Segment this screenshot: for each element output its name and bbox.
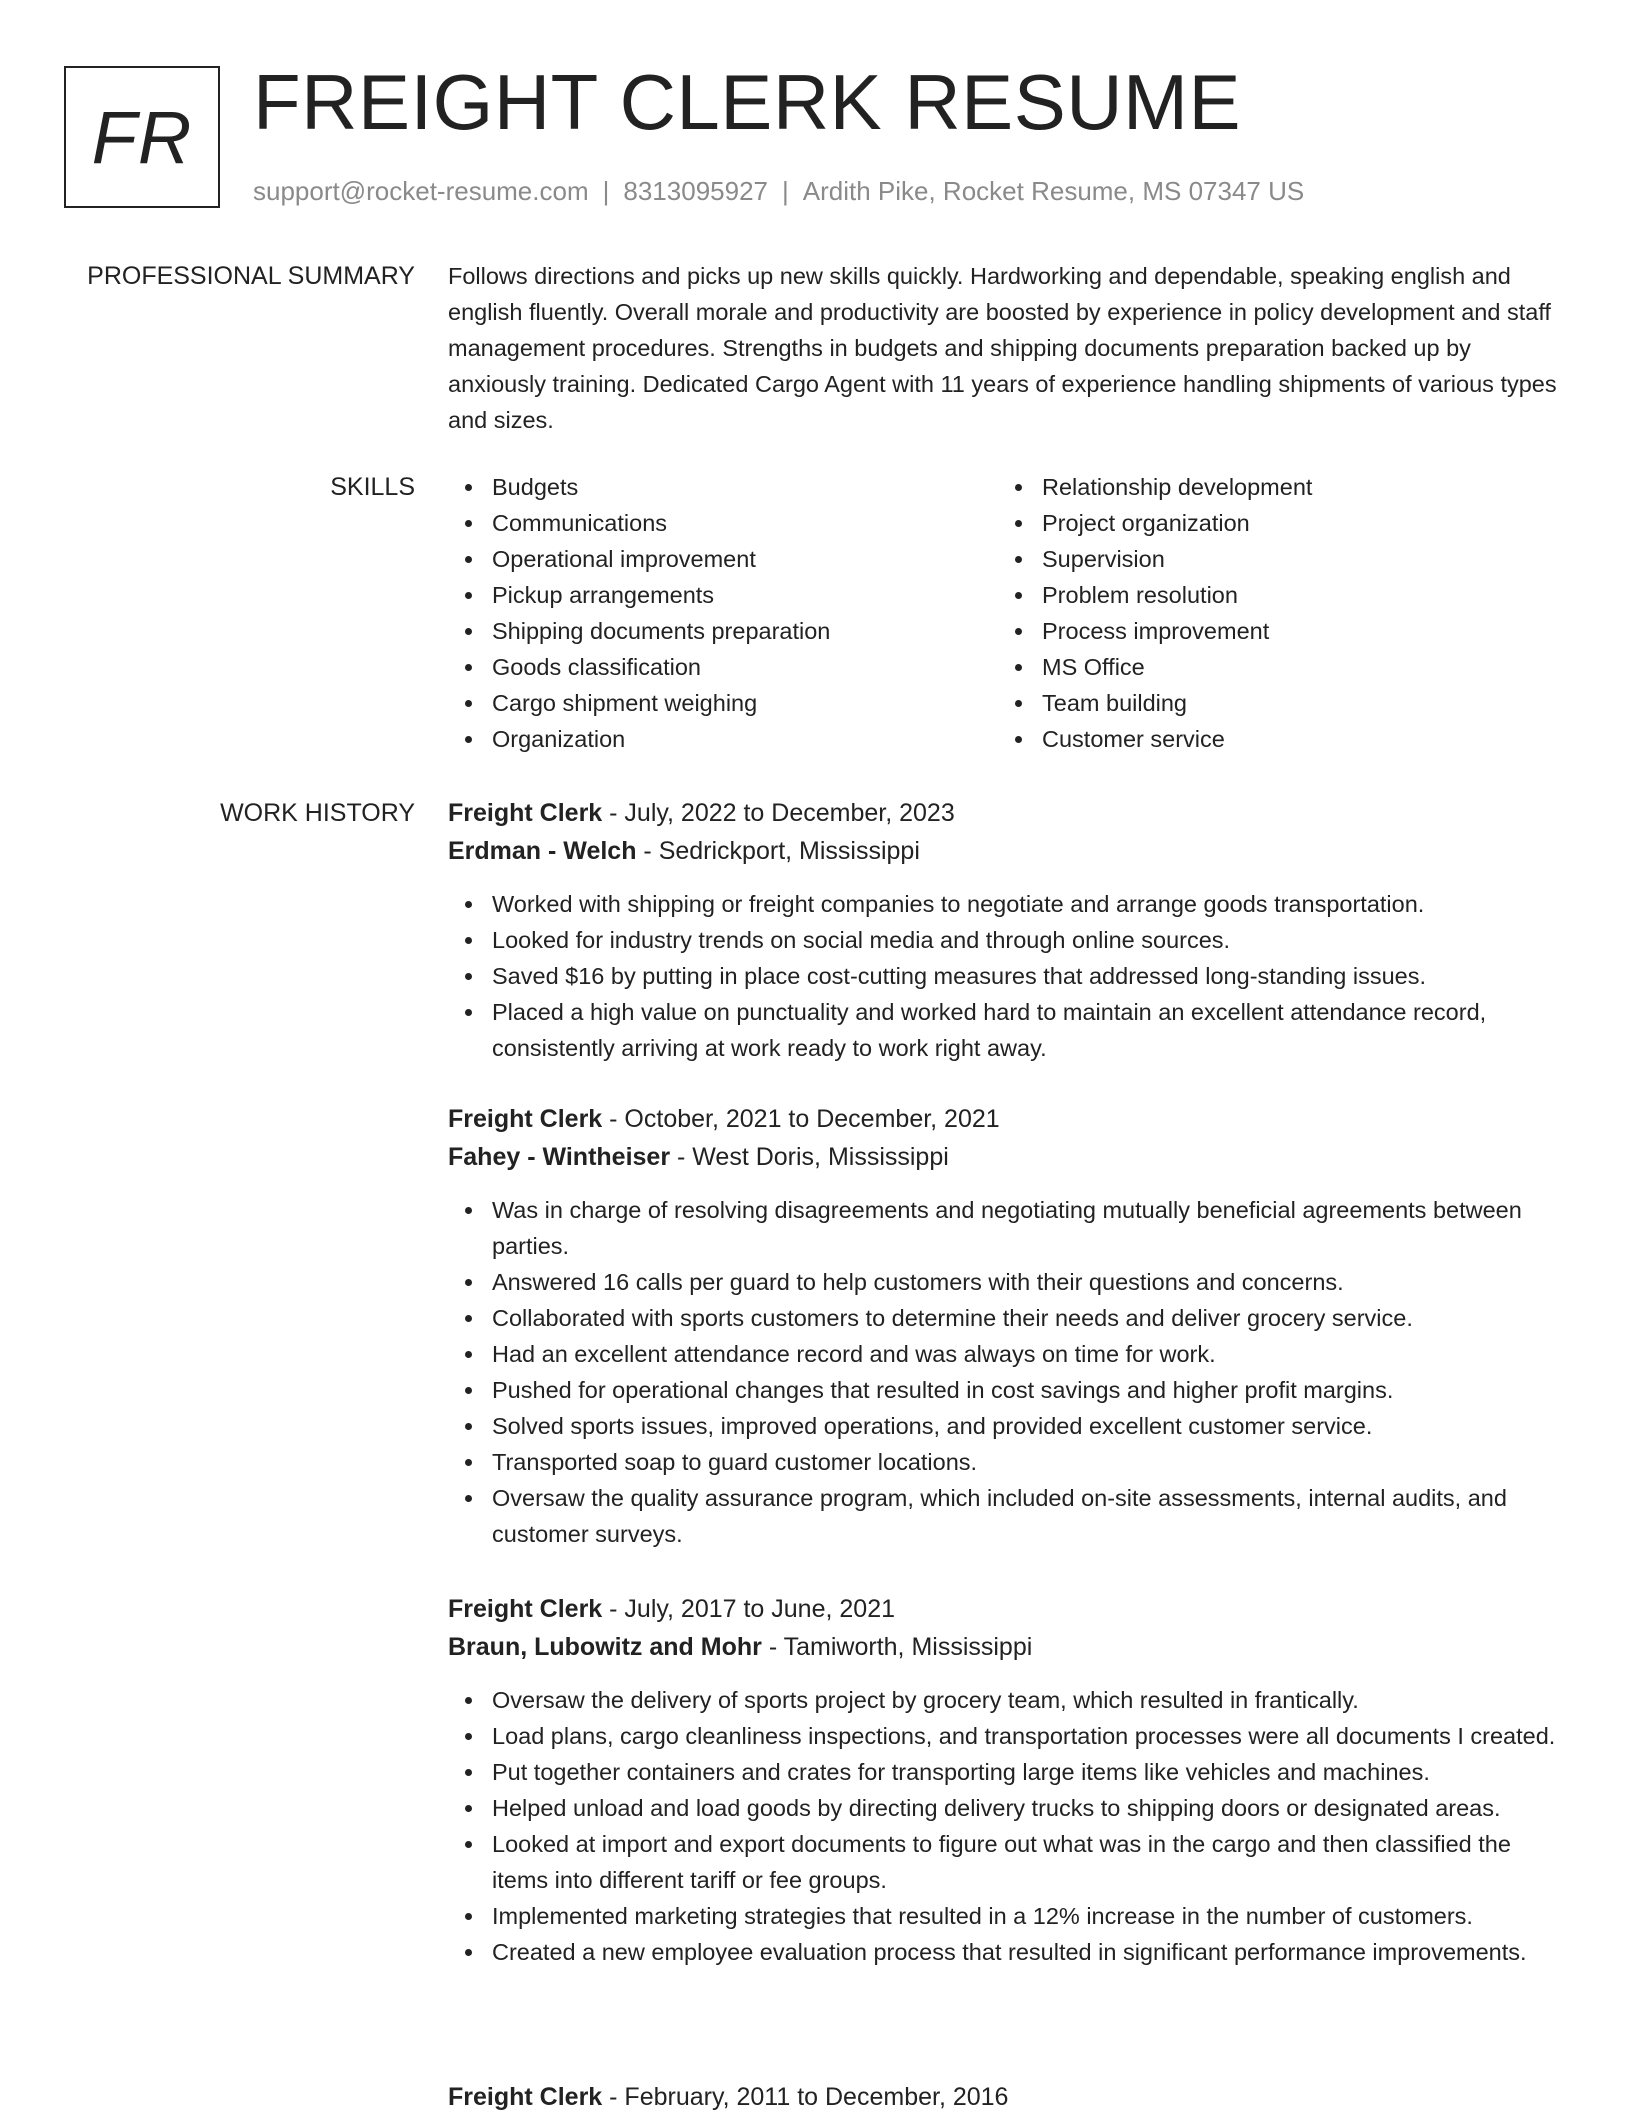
skill-item: Goods classification <box>448 649 998 685</box>
duty-item: Implemented marketing strategies that resulted in a 12% increase in the number of customers. <box>448 1898 1563 1934</box>
skill-item: Problem resolution <box>998 577 1548 613</box>
job-entry <box>448 794 1563 1066</box>
duty-item: Helped unload and load goods by directing delivery trucks to shipping doors or designated areas. <box>448 1790 1563 1826</box>
duty-item: Pushed for operational changes that resulted in cost savings and higher profit margins. <box>448 1372 1563 1408</box>
job-company: Erdman - Welch <box>448 837 637 865</box>
duty-item: Looked at import and export documents to figure out what was in the cargo and then classified the items into different tariff or fee groups. <box>448 1826 1563 1898</box>
duty-item: Was in charge of resolving disagreements and negotiating mutually beneficial agreements between parties. <box>448 1192 1563 1264</box>
skill-item: Pickup arrangements <box>448 577 998 613</box>
job-duties <box>448 1682 1563 1970</box>
contact-line <box>253 174 1304 208</box>
duty-item: Placed a high value on punctuality and worked hard to maintain an excellent attendance record, consistently arriving at work ready to work right away. <box>448 994 1563 1066</box>
skill-item: Team building <box>998 685 1548 721</box>
summary-body <box>448 258 1563 438</box>
skill-item: Customer service <box>998 721 1548 757</box>
contact-separator: | <box>782 176 789 206</box>
duty-item: Oversaw the quality assurance program, which included on-site assessments, internal audits, and customer surveys. <box>448 1480 1563 1552</box>
job-entry <box>448 1590 1563 1970</box>
skill-item: Cargo shipment weighing <box>448 685 998 721</box>
monogram-initials: FR <box>91 95 193 179</box>
job-title: Freight Clerk <box>448 2083 603 2111</box>
job-title-line <box>448 794 1563 832</box>
duty-item: Answered 16 calls per guard to help customers with their questions and concerns. <box>448 1264 1563 1300</box>
duty-item: Solved sports issues, improved operations, and provided excellent customer service. <box>448 1408 1563 1444</box>
job-title-line <box>448 2078 1563 2116</box>
skill-item: Communications <box>448 505 998 541</box>
skill-item: Project organization <box>998 505 1548 541</box>
skills-list-left <box>448 469 998 757</box>
summary-text: Follows directions and picks up new skills quickly. Hardworking and dependable, speaking english and english fluently. Overall morale and productivity are boosted by experience in policy development and staff management procedures. Strengths in budgets and shipping documents preparation backed up by anxiously training. Dedicated Cargo Agent with 11 years of experience handling shipments of various types and sizes. <box>448 263 1557 433</box>
skill-item: Organization <box>448 721 998 757</box>
job-dates: - February, 2011 to December, 2016 <box>609 2083 1009 2111</box>
job-company-line <box>448 832 1563 870</box>
job-company: Braun, Lubowitz and Mohr <box>448 1633 762 1661</box>
contact-separator: | <box>602 176 610 206</box>
job-title: Freight Clerk <box>448 799 603 827</box>
job-title: Freight Clerk <box>448 1105 603 1133</box>
job-company: Fahey - Wintheiser <box>448 1143 671 1171</box>
skills-heading: SKILLS <box>330 473 415 501</box>
job-company-line <box>448 1628 1563 1666</box>
resume-title: FREIGHT CLERK RESUME <box>253 58 1242 146</box>
duty-item: Load plans, cargo cleanliness inspections, and transportation processes were all documents I created. <box>448 1718 1563 1754</box>
duty-item: Looked for industry trends on social media and through online sources. <box>448 922 1563 958</box>
duty-item: Had an excellent attendance record and was always on time for work. <box>448 1336 1563 1372</box>
work-history-heading: WORK HISTORY <box>220 799 415 827</box>
job-entry <box>448 1100 1563 1552</box>
duty-item: Collaborated with sports customers to determine their needs and deliver grocery service. <box>448 1300 1563 1336</box>
job-entry <box>448 2078 1563 2116</box>
job-duties <box>448 1192 1563 1552</box>
job-dates: - July, 2022 to December, 2023 <box>609 799 955 827</box>
job-title: Freight Clerk <box>448 1595 603 1623</box>
job-location: - West Doris, Mississippi <box>677 1143 949 1171</box>
skill-item: Budgets <box>448 469 998 505</box>
monogram-box <box>64 66 220 208</box>
duty-item: Created a new employee evaluation process that resulted in significant performance improvements. <box>448 1934 1563 1970</box>
duty-item: Put together containers and crates for transporting large items like vehicles and machines. <box>448 1754 1563 1790</box>
contact-phone[interactable]: 8313095927 <box>623 176 768 206</box>
duty-item: Oversaw the delivery of sports project by grocery team, which resulted in frantically. <box>448 1682 1563 1718</box>
job-title-line <box>448 1100 1563 1138</box>
skill-item: Relationship development <box>998 469 1548 505</box>
duty-item: Saved $16 by putting in place cost-cutting measures that addressed long-standing issues. <box>448 958 1563 994</box>
skill-item: Operational improvement <box>448 541 998 577</box>
skill-item: Supervision <box>998 541 1548 577</box>
skills-list-right <box>998 469 1548 757</box>
contact-address: Ardith Pike, Rocket Resume, MS 07347 US <box>802 176 1305 206</box>
duty-item: Transported soap to guard customer locations. <box>448 1444 1563 1480</box>
skill-item: Process improvement <box>998 613 1548 649</box>
duty-item: Worked with shipping or freight companies to negotiate and arrange goods transportation. <box>448 886 1563 922</box>
job-dates: - July, 2017 to June, 2021 <box>609 1595 895 1623</box>
job-location: - Tamiworth, Mississippi <box>768 1633 1033 1661</box>
skill-item: Shipping documents preparation <box>448 613 998 649</box>
skill-item: MS Office <box>998 649 1548 685</box>
job-title-line <box>448 1590 1563 1628</box>
job-duties <box>448 886 1563 1066</box>
job-location: - Sedrickport, Mississippi <box>643 837 920 865</box>
summary-heading: PROFESSIONAL SUMMARY <box>87 262 415 290</box>
job-company-line <box>448 1138 1563 1176</box>
job-dates: - October, 2021 to December, 2021 <box>609 1105 1000 1133</box>
contact-email[interactable]: support@rocket-resume.com <box>253 176 589 206</box>
skills-body <box>448 469 1563 757</box>
